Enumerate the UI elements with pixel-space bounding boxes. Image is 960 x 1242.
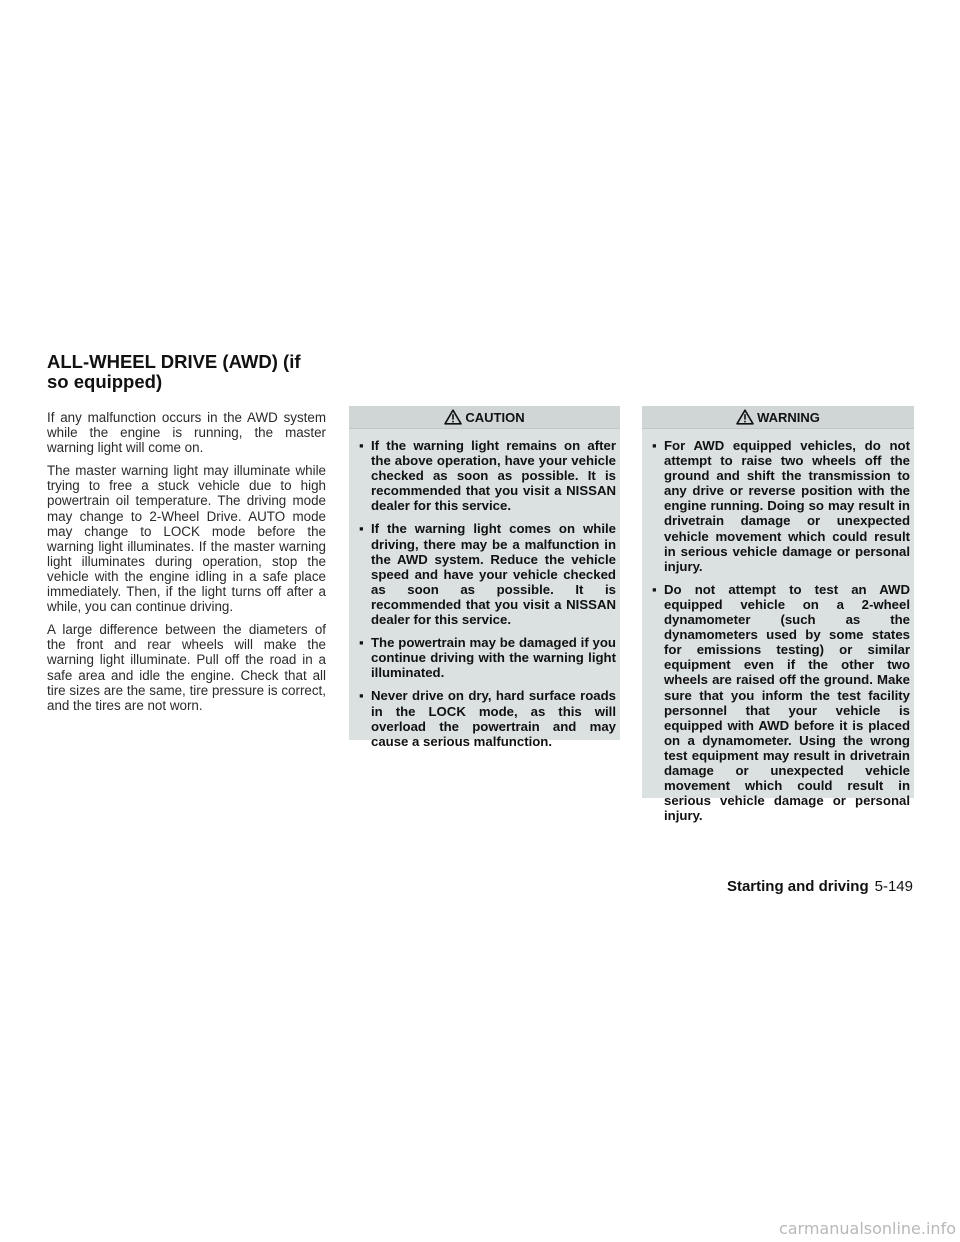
warning-triangle-icon xyxy=(736,409,754,425)
warning-header xyxy=(642,406,914,429)
caution-item: ▪ Never drive on dry, hard surface roads in the LOCK mode, as this will overload the powertrain and may cause a serious malfunction. xyxy=(359,688,616,749)
watermark: carmanualsonline.info xyxy=(778,1219,956,1238)
paragraph: If any malfunction occurs in the AWD system while the engine is running, the master warning light will come on. xyxy=(47,410,326,456)
caution-item: ▪ If the warning light remains on after the above operation, have your vehicle checked as soon as possible. It is recommended that you visit a NISSAN dealer for this service. xyxy=(359,438,616,514)
caution-title: CAUTION xyxy=(465,409,525,425)
paragraph: A large difference between the diameters of the front and rear wheels will make the warning light illuminate. Pull off the road in a safe area and idle the engine. Check that all tire sizes are the same, tire pressure is correct, and the tires are not worn. xyxy=(47,622,326,713)
bullet: ▪ xyxy=(359,688,364,704)
bullet: ▪ xyxy=(359,521,364,537)
caution-list xyxy=(349,429,620,749)
chapter-title: Starting and driving xyxy=(726,878,869,895)
warning-item: ▪ For AWD equipped vehicles, do not attempt to raise two wheels off the ground and shift the transmission to any drive or reverse position with the engine running. Doing so may result in drivetrain damage or unexpected vehicle movement which could result in serious vehicle damage or personal injury. xyxy=(652,438,910,574)
bullet: ▪ xyxy=(359,635,364,651)
bullet: ▪ xyxy=(652,581,657,597)
warning-triangle-icon xyxy=(444,409,462,425)
caution-box xyxy=(349,406,620,749)
page-number: 5-149 xyxy=(874,878,913,895)
page-footer xyxy=(727,878,913,895)
section-title: ALL-WHEEL DRIVE (AWD) (if so equipped) xyxy=(47,351,301,392)
paragraph: The master warning light may illuminate while trying to free a stuck vehicle due to high powertrain oil temperature. The driving mode may change to 2-Wheel Drive. AUTO mode may change to LOCK mode before the warning light illuminates. If the master warning light illuminates during operation, stop the vehicle with the engine idling in a safe place immediately. Then, if the light turns off after a while, you can continue driving. xyxy=(47,463,326,615)
warning-box xyxy=(642,406,914,824)
caution-item: ▪ The powertrain may be damaged if you continue driving with the warning light illuminated. xyxy=(359,635,616,681)
caution-item: ▪ If the warning light comes on while driving, there may be a malfunction in the AWD system. Reduce the vehicle speed and have your vehicle checked as soon as possible. It is recommended that you visit a NISSAN dealer for this service. xyxy=(359,521,616,628)
bullet: ▪ xyxy=(359,438,364,453)
warning-title: WARNING xyxy=(757,409,820,425)
warning-list xyxy=(642,429,914,823)
body-text-column xyxy=(47,410,326,721)
warning-item: ▪ Do not attempt to test an AWD equipped vehicle on a 2-wheel dynamometer (such as the dynamometers used by some states for emissions testing) or similar equipment even if the other two wheels are raised off the ground. Make sure that you inform the test facility personnel that your vehicle is equipped with AWD before it is placed on a dynamometer. Using the wrong test equipment may result in drivetrain damage or unexpected vehicle movement which could result in serious vehicle damage or personal injury. xyxy=(652,581,910,824)
bullet: ▪ xyxy=(652,438,657,453)
caution-header xyxy=(349,406,620,429)
